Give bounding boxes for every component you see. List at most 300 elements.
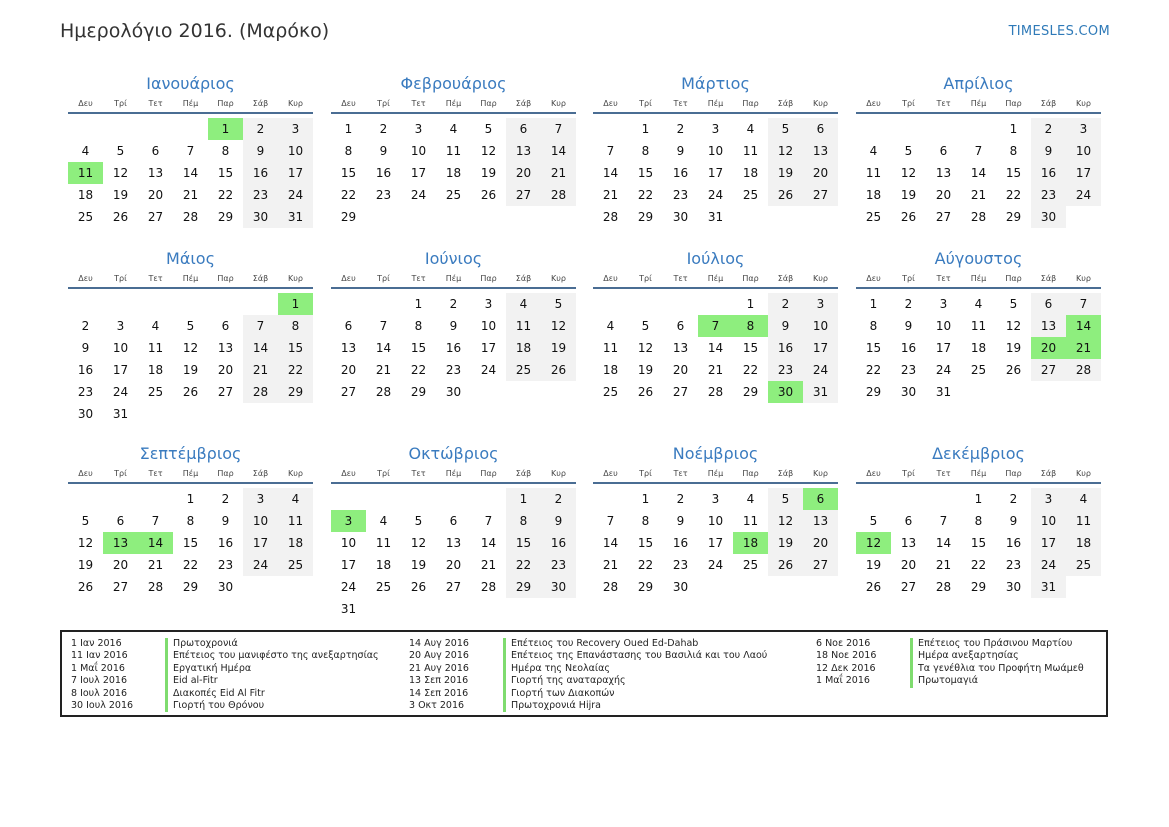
legend-date: 18 Νοε 2016 xyxy=(816,650,877,662)
holiday-day-cell: 11 xyxy=(68,162,103,184)
day-cell: 4 xyxy=(151,319,160,333)
day-cell: 9 xyxy=(449,319,458,333)
day-cell: 10 xyxy=(112,341,129,355)
day-cell: 20 xyxy=(900,558,917,572)
weekday-header xyxy=(856,96,1101,114)
empty-cell xyxy=(331,293,366,315)
day-cell: 17 xyxy=(707,536,724,550)
month-block xyxy=(68,73,313,228)
day-cell: 24 xyxy=(112,385,129,399)
weekday-label: Σάβ xyxy=(777,99,794,108)
day-cell: 4 xyxy=(506,293,541,315)
day-cell: 8 xyxy=(221,144,230,158)
day-cell: 15 xyxy=(506,532,541,554)
day-cell: 2 xyxy=(221,492,230,506)
day-cell: 11 xyxy=(1066,510,1101,532)
legend-column-3 xyxy=(816,638,1084,688)
legend-row xyxy=(71,650,379,662)
day-cell: 5 xyxy=(768,488,803,510)
day-cell: 4 xyxy=(1066,488,1101,510)
day-cell: 3 xyxy=(116,319,125,333)
day-cell: 17 xyxy=(935,341,952,355)
day-cell: 5 xyxy=(541,293,576,315)
month-title: Νοέμβριος xyxy=(672,444,759,463)
day-cell: 16 xyxy=(1031,162,1066,184)
day-cell: 23 xyxy=(77,385,94,399)
empty-cell xyxy=(331,488,366,510)
day-cell: 7 xyxy=(379,319,388,333)
day-cell: 9 xyxy=(676,514,685,528)
day-cell: 12 xyxy=(1005,319,1022,333)
month-block xyxy=(593,248,838,403)
day-cell: 5 xyxy=(641,319,650,333)
weekday-label: Τετ xyxy=(673,469,688,478)
month-block xyxy=(331,443,576,620)
weekday-label: Τετ xyxy=(411,99,426,108)
day-cell: 14 xyxy=(182,166,199,180)
day-cell: 23 xyxy=(900,363,917,377)
legend-date: 1 Μαΐ 2016 xyxy=(816,675,870,687)
day-cell: 18 xyxy=(147,363,164,377)
weekday-label: Σάβ xyxy=(777,469,794,478)
day-cell: 31 xyxy=(340,602,357,616)
empty-cell xyxy=(366,488,401,510)
weekday-label: Κυρ xyxy=(1076,469,1091,478)
weekday-header xyxy=(331,271,576,289)
day-cell: 26 xyxy=(900,210,917,224)
weekday-label: Πέμ xyxy=(970,274,987,283)
day-cell: 10 xyxy=(803,315,838,337)
weekday-label: Τρί xyxy=(902,99,915,108)
weekday-header xyxy=(593,466,838,484)
day-cell: 11 xyxy=(742,514,759,528)
day-cell: 14 xyxy=(970,166,987,180)
month-title: Ιανουάριος xyxy=(146,74,235,93)
day-cell: 25 xyxy=(602,385,619,399)
day-grid xyxy=(593,293,838,403)
weekday-header xyxy=(593,271,838,289)
empty-cell xyxy=(593,293,628,315)
day-cell: 11 xyxy=(742,144,759,158)
weekday-label: Κυρ xyxy=(1076,274,1091,283)
day-cell: 27 xyxy=(445,580,462,594)
day-cell: 6 xyxy=(803,118,838,140)
month-block xyxy=(856,73,1101,228)
day-cell: 14 xyxy=(480,536,497,550)
day-cell: 19 xyxy=(1005,341,1022,355)
day-cell: 26 xyxy=(768,184,803,206)
day-cell: 22 xyxy=(1005,188,1022,202)
day-cell: 4 xyxy=(379,514,388,528)
day-cell: 12 xyxy=(900,166,917,180)
weekday-header xyxy=(68,271,313,289)
day-cell: 26 xyxy=(182,385,199,399)
day-cell: 5 xyxy=(904,144,913,158)
day-cell: 24 xyxy=(707,188,724,202)
day-cell: 7 xyxy=(541,118,576,140)
weekday-header xyxy=(331,466,576,484)
day-cell: 7 xyxy=(606,144,615,158)
day-cell: 14 xyxy=(602,166,619,180)
day-cell: 30 xyxy=(1031,206,1066,228)
weekday-label: Πέμ xyxy=(445,274,462,283)
weekday-label: Παρ xyxy=(217,274,234,283)
day-cell: 17 xyxy=(340,558,357,572)
day-cell: 6 xyxy=(506,118,541,140)
day-cell: 13 xyxy=(506,140,541,162)
empty-cell xyxy=(698,293,733,315)
day-cell: 23 xyxy=(672,188,689,202)
day-cell: 7 xyxy=(939,514,948,528)
weekday-label: Παρ xyxy=(480,99,497,108)
day-cell: 14 xyxy=(602,536,619,550)
day-cell: 9 xyxy=(379,144,388,158)
month-title: Μάιος xyxy=(166,249,215,268)
day-grid xyxy=(68,118,313,228)
legend-holiday-name: Ημέρα ανεξαρτησίας xyxy=(910,650,1019,662)
day-cell: 5 xyxy=(1009,297,1018,311)
empty-cell xyxy=(173,293,208,315)
day-cell: 16 xyxy=(445,341,462,355)
day-cell: 10 xyxy=(243,510,278,532)
day-cell: 30 xyxy=(243,206,278,228)
legend-row xyxy=(409,700,767,712)
day-cell: 19 xyxy=(410,558,427,572)
day-cell: 19 xyxy=(182,363,199,377)
empty-cell xyxy=(243,293,278,315)
weekday-label: Δευ xyxy=(341,274,356,283)
day-cell: 9 xyxy=(1009,514,1018,528)
day-cell: 24 xyxy=(340,580,357,594)
day-cell: 28 xyxy=(935,580,952,594)
weekday-label: Κυρ xyxy=(288,469,303,478)
weekday-label: Τρί xyxy=(639,99,652,108)
day-cell: 23 xyxy=(375,188,392,202)
empty-cell xyxy=(471,488,506,510)
day-cell: 20 xyxy=(217,363,234,377)
day-cell: 10 xyxy=(1031,510,1066,532)
day-cell: 23 xyxy=(541,554,576,576)
legend-row xyxy=(71,663,379,675)
day-cell: 22 xyxy=(278,359,313,381)
holiday-legend xyxy=(60,630,1108,717)
weekday-label: Πέμ xyxy=(707,469,724,478)
day-cell: 7 xyxy=(606,514,615,528)
day-cell: 11 xyxy=(147,341,164,355)
day-cell: 28 xyxy=(147,580,164,594)
day-cell: 21 xyxy=(602,558,619,572)
day-cell: 8 xyxy=(278,315,313,337)
weekday-header xyxy=(68,466,313,484)
day-cell: 8 xyxy=(1009,144,1018,158)
day-cell: 22 xyxy=(637,188,654,202)
weekday-label: Σάβ xyxy=(1040,99,1057,108)
empty-cell xyxy=(68,293,103,315)
day-cell: 26 xyxy=(77,580,94,594)
day-cell: 16 xyxy=(541,532,576,554)
day-cell: 20 xyxy=(935,188,952,202)
day-cell: 3 xyxy=(803,293,838,315)
day-cell: 15 xyxy=(217,166,234,180)
empty-cell xyxy=(208,293,243,315)
day-cell: 3 xyxy=(484,297,493,311)
day-cell: 2 xyxy=(676,492,685,506)
day-cell: 28 xyxy=(480,580,497,594)
day-cell: 13 xyxy=(445,536,462,550)
day-cell: 7 xyxy=(186,144,195,158)
empty-cell xyxy=(138,293,173,315)
day-cell: 15 xyxy=(865,341,882,355)
weekday-label: Τετ xyxy=(936,274,951,283)
day-cell: 22 xyxy=(742,363,759,377)
day-cell: 18 xyxy=(278,532,313,554)
day-cell: 30 xyxy=(77,407,94,421)
day-cell: 6 xyxy=(449,514,458,528)
month-title: Σεπτέμβριος xyxy=(139,444,242,463)
day-cell: 25 xyxy=(742,558,759,572)
day-cell: 18 xyxy=(445,166,462,180)
day-cell: 7 xyxy=(151,514,160,528)
weekday-label: Τρί xyxy=(114,274,127,283)
day-cell: 16 xyxy=(900,341,917,355)
empty-cell xyxy=(103,488,138,510)
day-cell: 2 xyxy=(379,122,388,136)
weekday-label: Πέμ xyxy=(182,274,199,283)
day-cell: 29 xyxy=(340,210,357,224)
day-cell: 14 xyxy=(375,341,392,355)
day-cell: 4 xyxy=(81,144,90,158)
day-cell: 18 xyxy=(865,188,882,202)
legend-date: 14 Σεπ 2016 xyxy=(409,687,469,699)
legend-holiday-name: Γιορτή της αναταραχής xyxy=(503,675,626,687)
site-link[interactable]: TIMESLES.COM xyxy=(1008,24,1110,39)
weekday-label: Σάβ xyxy=(515,99,532,108)
day-cell: 2 xyxy=(676,122,685,136)
day-cell: 31 xyxy=(935,385,952,399)
empty-cell xyxy=(663,293,698,315)
day-cell: 2 xyxy=(1031,118,1066,140)
legend-date: 14 Αυγ 2016 xyxy=(409,638,469,649)
day-cell: 16 xyxy=(375,166,392,180)
holiday-day-cell: 1 xyxy=(278,293,313,315)
day-cell: 3 xyxy=(711,122,720,136)
day-cell: 20 xyxy=(147,188,164,202)
day-cell: 18 xyxy=(742,166,759,180)
day-cell: 29 xyxy=(506,576,541,598)
legend-date: 3 Οκτ 2016 xyxy=(409,700,465,712)
day-cell: 25 xyxy=(375,580,392,594)
holiday-day-cell: 3 xyxy=(331,510,366,532)
day-cell: 1 xyxy=(506,488,541,510)
day-cell: 16 xyxy=(672,166,689,180)
empty-cell xyxy=(366,293,401,315)
month-title: Μάρτιος xyxy=(681,74,750,93)
weekday-label: Τετ xyxy=(673,274,688,283)
empty-cell xyxy=(436,488,471,510)
month-block xyxy=(856,443,1101,598)
day-cell: 1 xyxy=(186,492,195,506)
day-cell: 12 xyxy=(77,536,94,550)
day-cell: 15 xyxy=(637,166,654,180)
day-cell: 5 xyxy=(116,144,125,158)
empty-cell xyxy=(891,118,926,140)
day-cell: 28 xyxy=(375,385,392,399)
day-cell: 24 xyxy=(803,359,838,381)
day-cell: 4 xyxy=(746,122,755,136)
day-cell: 10 xyxy=(278,140,313,162)
day-cell: 8 xyxy=(641,144,650,158)
day-cell: 31 xyxy=(707,210,724,224)
day-cell: 27 xyxy=(935,210,952,224)
day-grid xyxy=(593,118,838,228)
weekday-label: Δευ xyxy=(78,469,93,478)
day-cell: 15 xyxy=(182,536,199,550)
legend-row xyxy=(71,688,379,700)
day-cell: 19 xyxy=(768,162,803,184)
weekday-label: Δευ xyxy=(341,469,356,478)
day-cell: 17 xyxy=(278,162,313,184)
weekday-label: Δευ xyxy=(603,469,618,478)
day-cell: 5 xyxy=(81,514,90,528)
day-cell: 11 xyxy=(278,510,313,532)
weekday-label: Δευ xyxy=(78,274,93,283)
day-cell: 15 xyxy=(340,166,357,180)
holiday-day-cell: 30 xyxy=(768,381,803,403)
holiday-day-cell: 13 xyxy=(103,532,138,554)
day-cell: 10 xyxy=(1066,140,1101,162)
day-cell: 30 xyxy=(672,210,689,224)
weekday-label: Σάβ xyxy=(252,274,269,283)
day-cell: 3 xyxy=(711,492,720,506)
legend-date: 8 Ιουλ 2016 xyxy=(71,687,127,699)
day-cell: 14 xyxy=(541,140,576,162)
page-title: Ημερολόγιο 2016. (Μαρόκο) xyxy=(60,20,330,42)
day-cell: 6 xyxy=(1031,293,1066,315)
empty-cell xyxy=(856,118,891,140)
day-cell: 13 xyxy=(147,166,164,180)
day-cell: 16 xyxy=(672,536,689,550)
month-block xyxy=(68,443,313,598)
day-cell: 19 xyxy=(480,166,497,180)
weekday-label: Παρ xyxy=(742,274,759,283)
day-cell: 19 xyxy=(865,558,882,572)
weekday-label: Παρ xyxy=(480,469,497,478)
day-cell: 21 xyxy=(970,188,987,202)
day-cell: 18 xyxy=(602,363,619,377)
day-cell: 12 xyxy=(182,341,199,355)
legend-holiday-name: Επέτειος της Επανάστασης του Βασιλιά και του Λαού xyxy=(503,650,767,662)
day-cell: 12 xyxy=(112,166,129,180)
day-cell: 27 xyxy=(672,385,689,399)
weekday-label: Τετ xyxy=(673,99,688,108)
empty-cell xyxy=(926,118,961,140)
day-cell: 24 xyxy=(243,554,278,576)
weekday-label: Πέμ xyxy=(707,274,724,283)
legend-column-1 xyxy=(71,638,379,712)
day-cell: 9 xyxy=(541,510,576,532)
day-cell: 26 xyxy=(1005,363,1022,377)
day-cell: 27 xyxy=(1031,359,1066,381)
day-cell: 10 xyxy=(410,144,427,158)
empty-cell xyxy=(628,293,663,315)
day-cell: 20 xyxy=(445,558,462,572)
weekday-label: Κυρ xyxy=(288,274,303,283)
empty-cell xyxy=(68,488,103,510)
weekday-label: Τετ xyxy=(148,274,163,283)
day-cell: 2 xyxy=(904,297,913,311)
weekday-label: Πέμ xyxy=(182,469,199,478)
weekday-label: Τετ xyxy=(936,469,951,478)
legend-date: 21 Αυγ 2016 xyxy=(409,662,469,674)
day-cell: 25 xyxy=(1066,554,1101,576)
day-cell: 27 xyxy=(900,580,917,594)
day-cell: 8 xyxy=(641,514,650,528)
day-cell: 9 xyxy=(221,514,230,528)
day-cell: 13 xyxy=(803,140,838,162)
day-cell: 3 xyxy=(414,122,423,136)
weekday-label: Παρ xyxy=(217,469,234,478)
day-cell: 22 xyxy=(182,558,199,572)
day-cell: 25 xyxy=(742,188,759,202)
day-cell: 24 xyxy=(707,558,724,572)
day-cell: 25 xyxy=(970,363,987,377)
day-cell: 27 xyxy=(147,210,164,224)
day-cell: 23 xyxy=(1031,184,1066,206)
legend-date: 13 Σεπ 2016 xyxy=(409,675,469,687)
day-cell: 11 xyxy=(506,315,541,337)
weekday-label: Κυρ xyxy=(813,99,828,108)
day-cell: 19 xyxy=(77,558,94,572)
holiday-day-cell: 1 xyxy=(208,118,243,140)
day-cell: 8 xyxy=(344,144,353,158)
weekday-label: Τρί xyxy=(377,274,390,283)
weekday-label: Σάβ xyxy=(1040,274,1057,283)
legend-holiday-name: Πρωτοχρονιά Hijra xyxy=(503,700,601,712)
legend-date: 1 Μαΐ 2016 xyxy=(71,662,125,674)
empty-cell xyxy=(961,118,996,140)
day-cell: 24 xyxy=(935,363,952,377)
day-cell: 17 xyxy=(707,166,724,180)
day-cell: 2 xyxy=(81,319,90,333)
weekday-label: Κυρ xyxy=(288,99,303,108)
day-cell: 30 xyxy=(445,385,462,399)
day-cell: 4 xyxy=(746,492,755,506)
day-cell: 22 xyxy=(217,188,234,202)
day-cell: 9 xyxy=(768,315,803,337)
legend-row xyxy=(816,675,1084,687)
day-cell: 9 xyxy=(676,144,685,158)
day-cell: 3 xyxy=(278,118,313,140)
day-cell: 30 xyxy=(672,580,689,594)
weekday-label: Πέμ xyxy=(182,99,199,108)
day-cell: 4 xyxy=(449,122,458,136)
day-cell: 25 xyxy=(865,210,882,224)
day-cell: 25 xyxy=(147,385,164,399)
day-cell: 5 xyxy=(768,118,803,140)
legend-holiday-name: Eid al-Fitr xyxy=(165,675,218,687)
day-cell: 31 xyxy=(112,407,129,421)
legend-holiday-name: Γιορτή των Διακοπών xyxy=(503,688,614,700)
empty-cell xyxy=(926,488,961,510)
day-cell: 13 xyxy=(935,166,952,180)
legend-holiday-name: Επέτειος του Πράσινου Μαρτίου xyxy=(910,638,1072,650)
month-title: Ιούλιος xyxy=(686,249,745,268)
day-cell: 26 xyxy=(541,359,576,381)
day-grid xyxy=(856,118,1101,228)
weekday-label: Κυρ xyxy=(813,274,828,283)
legend-holiday-name: Γιορτή του Θρόνου xyxy=(165,700,264,712)
day-cell: 1 xyxy=(1009,122,1018,136)
